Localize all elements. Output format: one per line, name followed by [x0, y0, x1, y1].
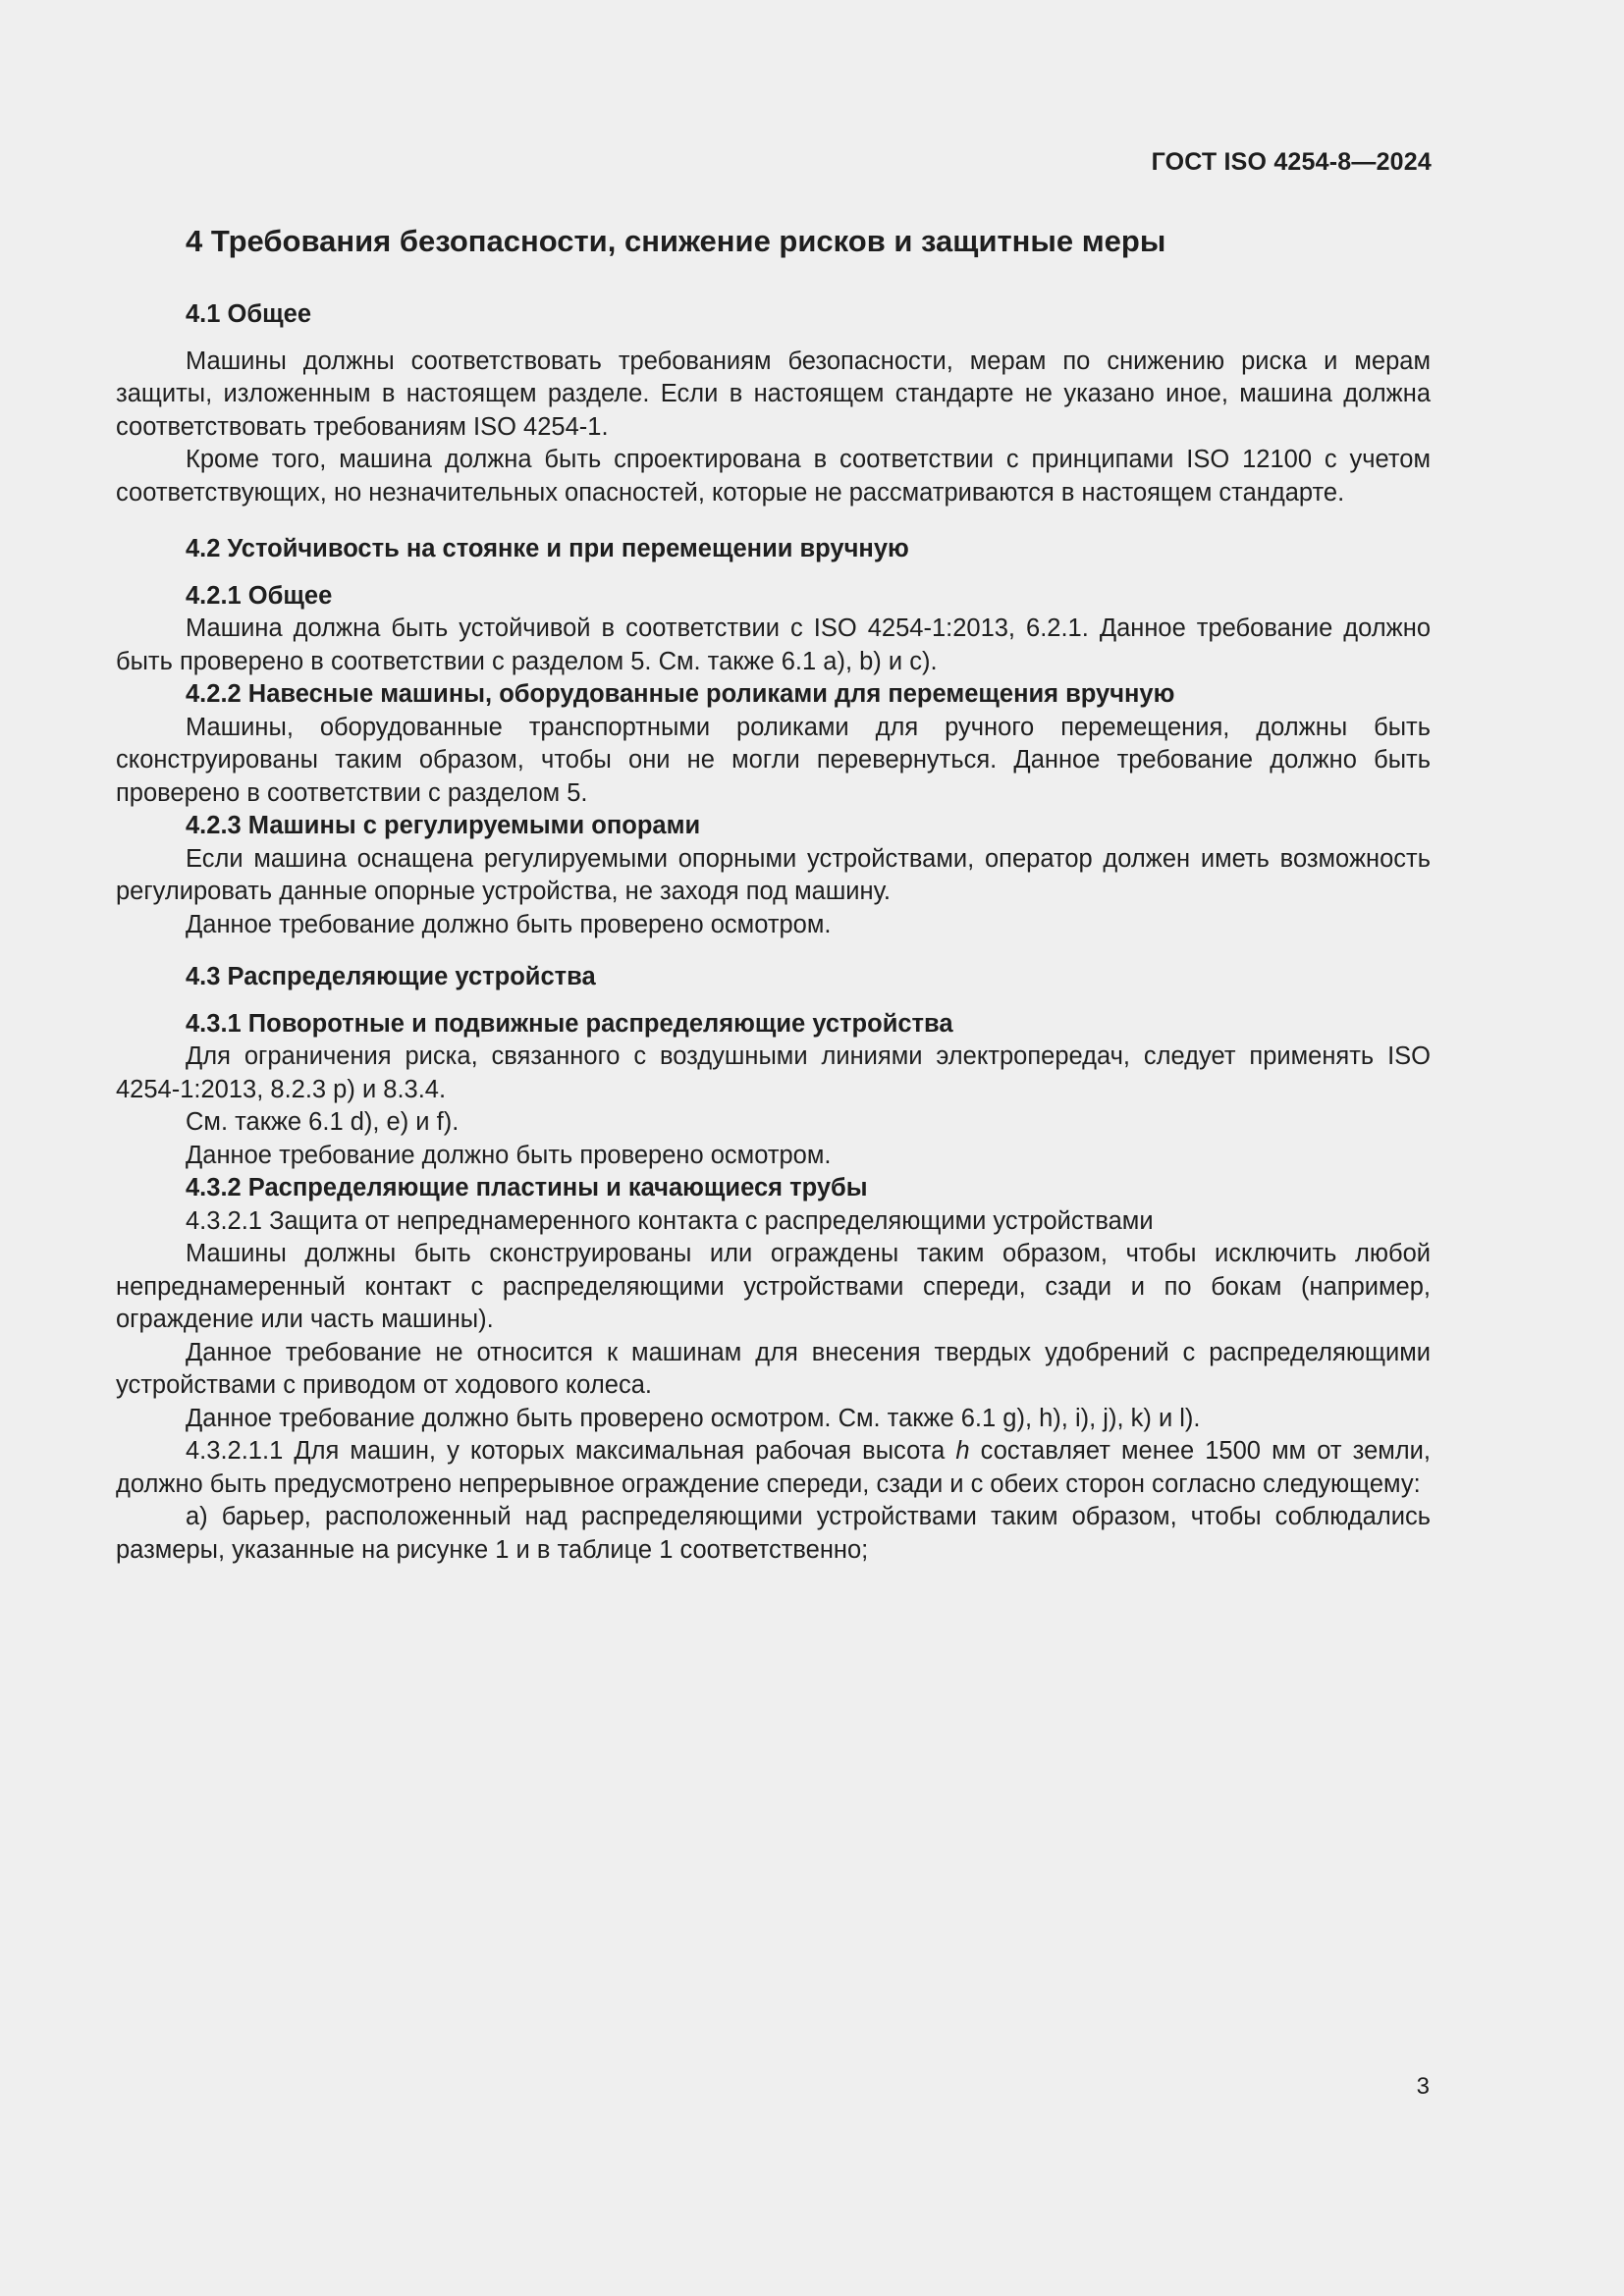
document-code-header: ГОСТ ISO 4254-8—2024	[1151, 148, 1432, 176]
section-4-2-3-heading: 4.2.3 Машины с регулируемыми опорами	[186, 812, 701, 839]
section-4-2-3-paragraph-1: Если машина оснащена регулируемыми опорными устройствами, оператор должен иметь возможность регулировать данные опорные устройства, не заходя под машину.	[116, 844, 1431, 905]
section-4-1-heading: 4.1 Общее	[186, 300, 311, 328]
section-4-1-paragraph-2: Кроме того, машина должна быть спроектирована в соответствии с принципами ISO 12100 с учетом соответствующих, но незначительных опасностей, которые не рассматриваются в настоящем стандарте.	[116, 446, 1431, 507]
section-4-2-1-paragraph: Машина должна быть устойчивой в соответствии с ISO 4254-1:2013, 6.2.1. Данное требование должно быть проверено в соответствии с разделом 5. См. также 6.1 a), b) и c).	[116, 614, 1431, 675]
section-4-2-2-heading: 4.2.2 Навесные машины, оборудованные роликами для перемещения вручную	[186, 680, 1175, 708]
section-4-2-2-paragraph: Машины, оборудованные транспортными роликами для ручного перемещения, должны быть сконструированы таким образом, чтобы они не могли перевернуться. Данное требование должно быть проверено в соответствии с разделом 5.	[116, 713, 1431, 807]
section-4-title: 4 Требования безопасности, снижение рисков и защитные меры	[186, 224, 1166, 258]
height-variable: h	[955, 1437, 970, 1465]
page-body	[116, 222, 1431, 1567]
section-4-3-2-1-paragraph-2: Данное требование не относится к машинам для внесения твердых удобрений с распределяющими устройствами с приводом от ходового колеса.	[116, 1338, 1431, 1399]
paragraph-text-end: составляет менее 1500 мм от земли, должно быть предусмотрено непрерывное ограждение спереди, сзади и с обеих сторон согласно следующему:	[116, 1437, 1431, 1498]
section-4-1-paragraph-1: Машины должны соответствовать требованиям безопасности, мерам по снижению риска и мерам защиты, изложенным в настоящем разделе. Если в настоящем стандарте не указано иное, машина должна соответствовать требованиям ISO 4254-1.	[116, 347, 1431, 441]
page-number: 3	[1416, 2073, 1430, 2100]
section-4-3-2-1-1-paragraph	[116, 1435, 1431, 1501]
section-4-2-heading: 4.2 Устойчивость на стоянке и при перемещении вручную	[186, 535, 909, 562]
section-4-3-2-1-paragraph-1: Машины должны быть сконструированы или ограждены таким образом, чтобы исключить любой непреднамеренный контакт с распределяющими устройствами спереди, сзади и по бокам (например, ограждение или часть машины).	[116, 1240, 1431, 1333]
list-item-a: a) барьер, расположенный над распределяющими устройствами таким образом, чтобы соблюдались размеры, указанные на рисунке 1 и в таблице 1 соответственно;	[116, 1503, 1431, 1564]
section-4-3-1-paragraph-1: Для ограничения риска, связанного с воздушными линиями электропередач, следует применять ISO 4254-1:2013, 8.2.3 p) и 8.3.4.	[116, 1042, 1431, 1103]
paragraph-text-start: 4.3.2.1.1 Для машин, у которых максимальная рабочая высота	[186, 1437, 956, 1465]
section-4-3-2-1-title: 4.3.2.1 Защита от непреднамеренного контакта с распределяющими устройствами	[186, 1206, 1154, 1235]
section-4-3-heading: 4.3 Распределяющие устройства	[186, 963, 596, 990]
section-4-3-1-paragraph-3: Данное требование должно быть проверено осмотром.	[186, 1141, 832, 1169]
section-4-2-1-heading: 4.2.1 Общее	[186, 581, 333, 610]
section-4-3-2-heading: 4.3.2 Распределяющие пластины и качающиеся трубы	[186, 1174, 868, 1201]
section-4-3-1-heading: 4.3.1 Поворотные и подвижные распределяющие устройства	[186, 1009, 953, 1038]
section-4-3-1-paragraph-2: См. также 6.1 d), e) и f).	[186, 1108, 460, 1136]
section-4-3-2-1-paragraph-3: Данное требование должно быть проверено осмотром. См. также 6.1 g), h), i), j), k) и l).	[186, 1404, 1201, 1432]
section-4-2-3-paragraph-2: Данное требование должно быть проверено осмотром.	[186, 910, 832, 938]
